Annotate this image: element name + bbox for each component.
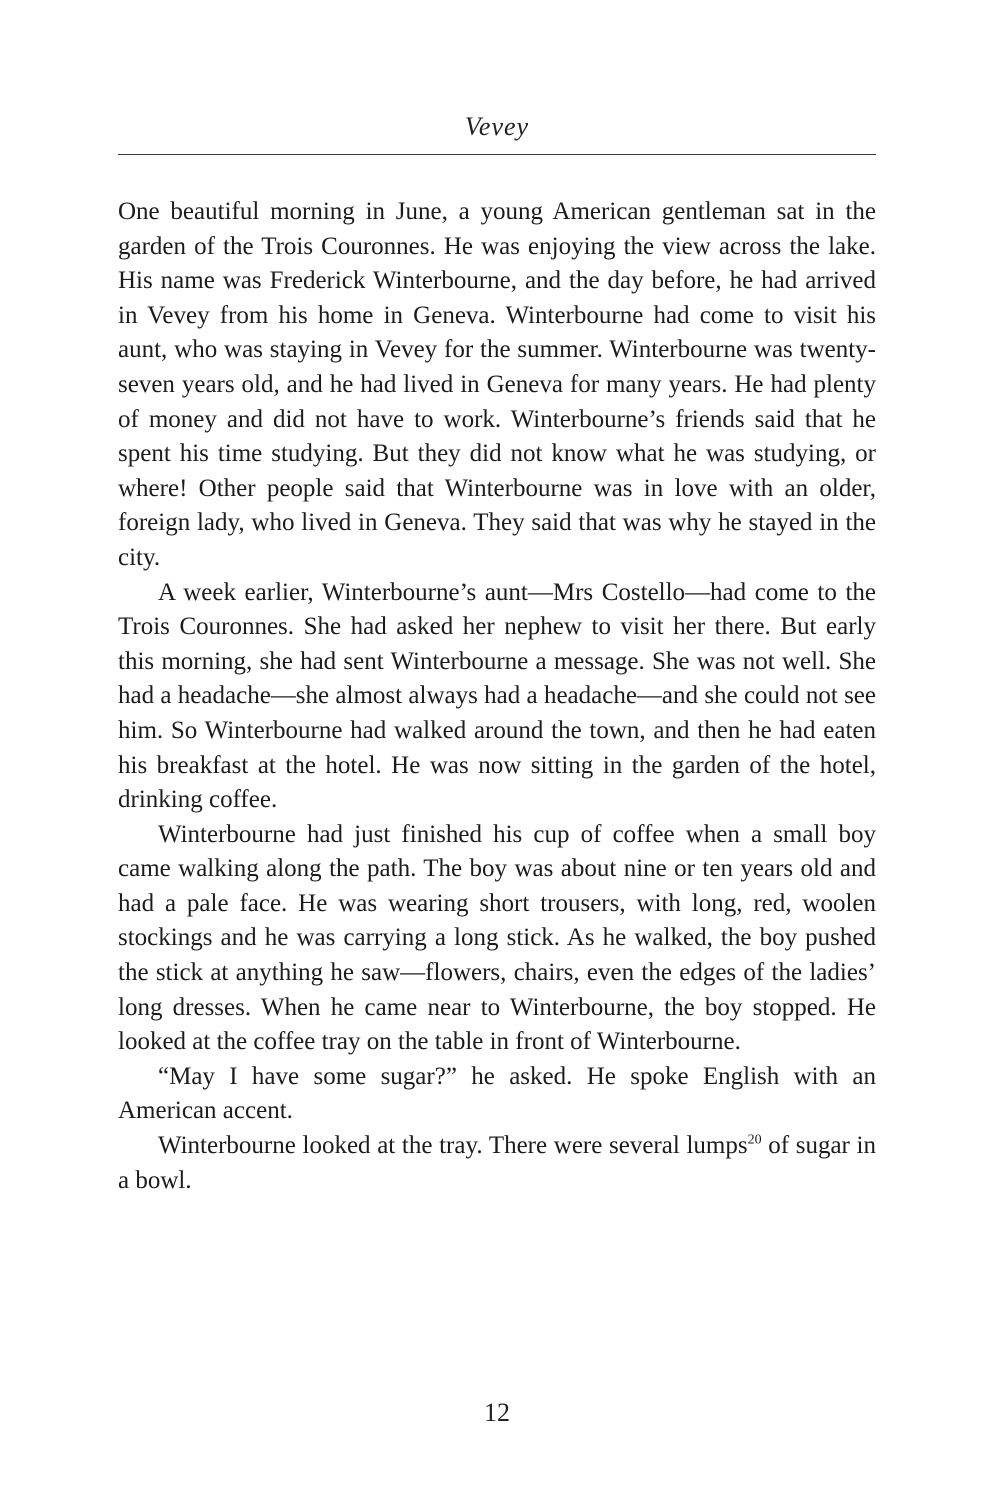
text-block: [118, 112, 876, 1198]
paragraph-text: of sugar in a bowl.: [118, 1132, 876, 1194]
paragraph: Winterbourne had just finished his cup of coffee when a small boy came walking along the path. The boy was about nine or ten years old and had a pale face. He was wearing short trousers, with long, red, woolen stockings and he was carrying a long stick. As he walked, the boy pushed the stick at anything he saw—flowers, chairs, even the edges of the ladies’ long dresses. When he came near to Winterbourne, the boy stopped. He looked at the coffee tray on the table in front of Winterbourne.: [118, 820, 876, 1056]
paragraph: One beautiful morning in June, a young American gentleman sat in the garden of the Trois Couronnes. He was enjoying the view across the lake. His name was Frederick Winterbourne, and the day before, he had arrived in Vevey from his home in Geneva. Winterbourne had come to visit his aunt, who was staying in Vevey for the summer. Winterbourne was twenty-seven years old, and he had lived in Geneva for many years. He had plenty of money and did not have to work. Winterbourne’s friends said that he spent his time studying. But they did not know what he was studying, or where! Other people said that Winterbourne was in love with an older, foreign lady, who lived in Geneva. They said that was why he stayed in the city.: [118, 198, 876, 571]
paragraph: A week earlier, Winterbourne’s aunt—Mrs Costello—had come to the Trois Couronnes. She had asked her nephew to visit her there. But early this morning, she had sent Winterbourne a message. She was not well. She had a headache—she almost always had a headache—and she could not see him. So Winterbourne had walked around the town, and then he had eaten his breakfast at the hotel. He was now sitting in the garden of the hotel, drinking coffee.: [118, 578, 876, 814]
footnote-reference: 20: [747, 1132, 762, 1148]
paragraph: [118, 1129, 876, 1198]
paragraph-text: Winterbourne looked at the tray. There were several lumps: [158, 1132, 748, 1160]
paragraph: “May I have some sugar?” he asked. He spoke English with an American accent.: [118, 1062, 876, 1125]
running-head-chapter-title: Vevey: [464, 112, 530, 141]
page-number: 12: [484, 1398, 510, 1427]
page-body: [118, 195, 876, 1198]
header-rule: [118, 154, 876, 155]
